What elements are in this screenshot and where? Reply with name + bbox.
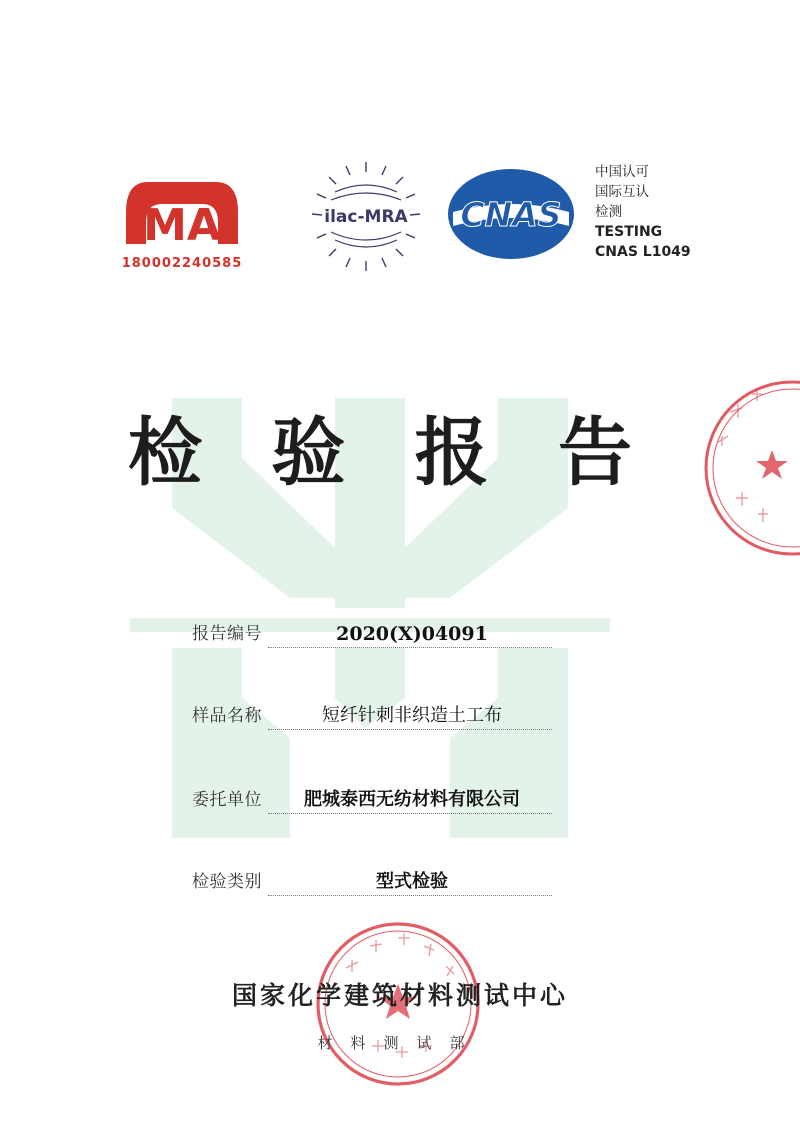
cnas-caption-line: CNAS L1049: [595, 244, 691, 260]
inspection-type-label: 检验类别: [192, 872, 262, 892]
report-number-value: 2020(X)04091: [336, 623, 488, 645]
client-row: [192, 780, 552, 814]
title-char: 检: [128, 410, 202, 496]
inspection-type-value: 型式检验: [376, 871, 448, 892]
side-seal-stamp: [700, 368, 800, 578]
cnas-logo: [445, 166, 577, 262]
cnas-caption-line: 国际互认: [595, 184, 649, 200]
client-label: 委托单位: [192, 790, 262, 810]
report-title: [120, 408, 640, 498]
inspection-type-row: [192, 862, 552, 896]
department-name: 材料测试部: [317, 1034, 483, 1052]
dotted-underline: [268, 647, 552, 648]
sample-name-label: 样品名称: [192, 706, 262, 726]
dotted-underline: [268, 895, 552, 896]
title-char: 验: [271, 410, 346, 496]
title-char: 报: [414, 410, 489, 496]
institution-name: 国家化学建筑材料测试中心: [231, 981, 568, 1010]
cnas-caption-line: 检测: [595, 204, 622, 220]
sample-name-value: 短纤针刺非织造土工布: [322, 705, 502, 726]
cnas-caption: [595, 162, 715, 262]
cma-logo-text: MA: [143, 200, 221, 251]
cnas-caption-line: TESTING: [595, 224, 663, 240]
client-value: 肥城泰西无纺材料有限公司: [304, 789, 520, 810]
ilac-logo-text: ilac-MRA: [324, 207, 408, 227]
report-number-label: 报告编号: [192, 624, 262, 644]
report-number-row: [192, 614, 552, 648]
dotted-underline: [268, 813, 552, 814]
sample-name-row: [192, 696, 552, 730]
cnas-logo-text: CNAS: [460, 195, 562, 234]
dotted-underline: [268, 729, 552, 730]
cma-number: 18000224058​5: [121, 256, 243, 271]
title-char: 告: [557, 410, 632, 496]
ilac-mra-logo: [307, 158, 425, 276]
cnas-caption-line: 中国认可: [595, 164, 649, 180]
